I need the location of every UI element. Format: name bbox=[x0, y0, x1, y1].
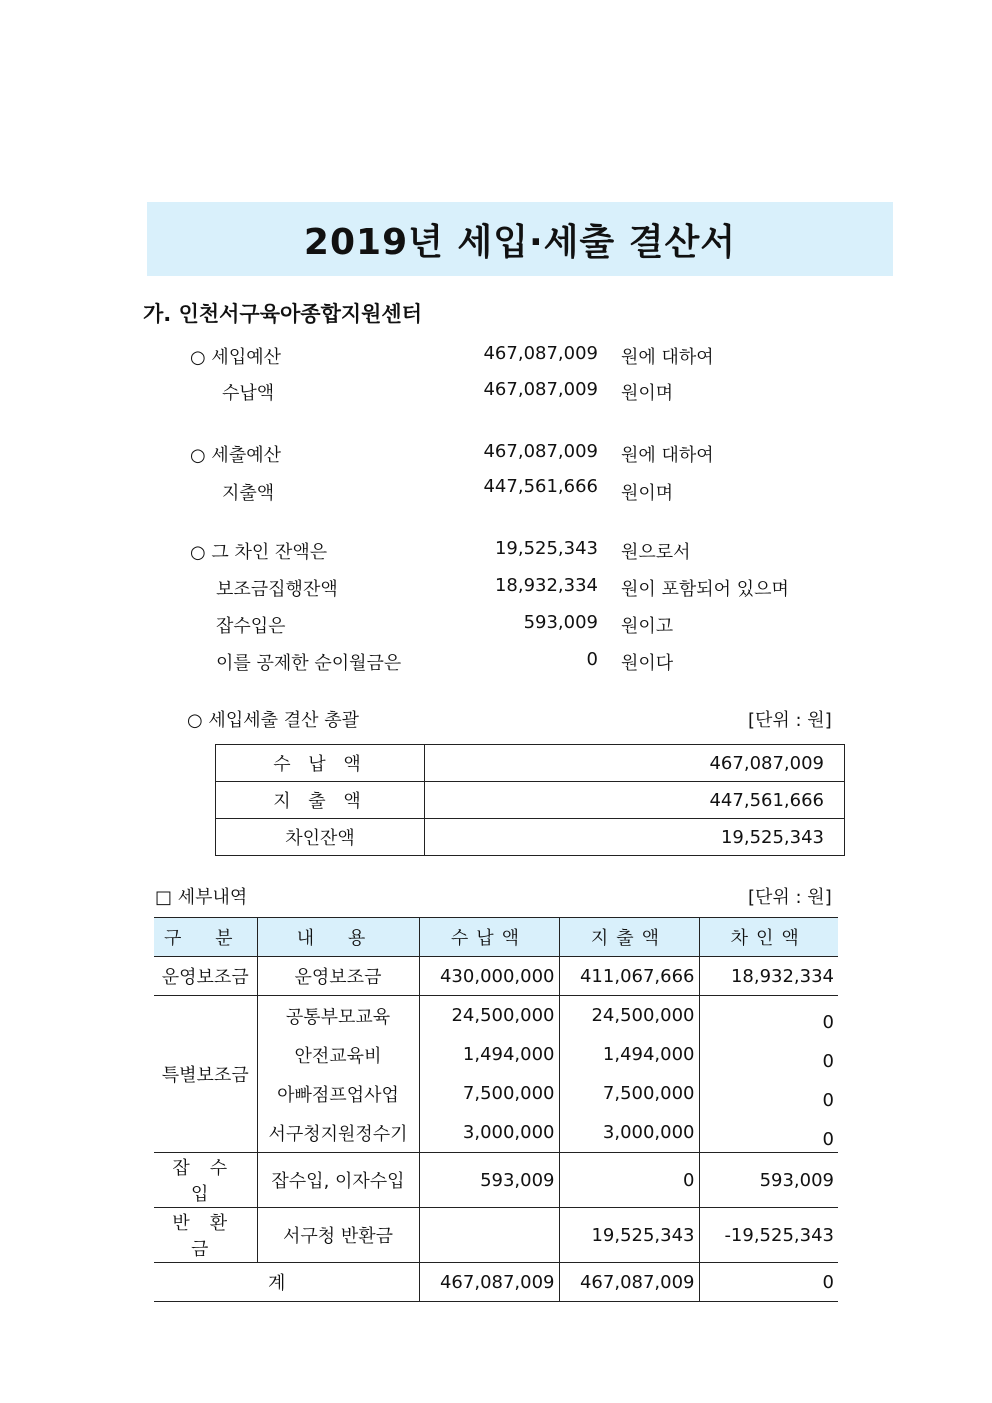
cell-spent: 3,000,000 bbox=[559, 1113, 699, 1153]
cell-received: 1,494,000 bbox=[419, 1035, 559, 1074]
line-label: 보조금집행잔액 bbox=[216, 579, 338, 600]
line-unit: 원이고 bbox=[621, 616, 674, 637]
cell-diff: 18,932,334 bbox=[699, 957, 838, 996]
cell-item: 안전교육비 bbox=[257, 1035, 419, 1074]
cell-spent: 24,500,000 bbox=[559, 996, 699, 1036]
header-spent: 지출액 bbox=[559, 918, 699, 957]
total-spent: 467,087,009 bbox=[559, 1263, 699, 1302]
table-row bbox=[154, 957, 838, 996]
summary-value: 447,561,666 bbox=[425, 782, 845, 819]
table-header-row bbox=[154, 918, 838, 957]
line-value: 467,087,009 bbox=[483, 379, 598, 400]
line-value: 467,087,009 bbox=[483, 343, 598, 364]
line-unit: 원이 포함되어 있으며 bbox=[621, 579, 789, 600]
line-value: 447,561,666 bbox=[483, 476, 598, 497]
line-label: 이를 공제한 순이월금은 bbox=[216, 653, 402, 674]
cell-diff: 0 bbox=[699, 1113, 838, 1153]
cell-item: 서구청지원정수기 bbox=[257, 1113, 419, 1153]
cell-received: 24,500,000 bbox=[419, 996, 559, 1036]
cell-diff: 0 bbox=[699, 1035, 838, 1074]
cell-received: 593,009 bbox=[419, 1153, 559, 1208]
summary-value: 19,525,343 bbox=[425, 819, 845, 856]
summary-unit-note: [단위 : 원] bbox=[748, 710, 832, 731]
table-row bbox=[154, 996, 838, 1036]
total-received: 467,087,009 bbox=[419, 1263, 559, 1302]
line-unit: 원에 대하여 bbox=[621, 347, 714, 368]
table-row bbox=[154, 1035, 838, 1074]
summary-value: 467,087,009 bbox=[425, 745, 845, 782]
line-value: 593,009 bbox=[523, 612, 598, 633]
table-row bbox=[154, 1113, 838, 1153]
line-unit: 원이다 bbox=[621, 653, 674, 674]
header-diff: 차인액 bbox=[699, 918, 838, 957]
cell-item: 서구청 반환금 bbox=[257, 1208, 419, 1263]
cell-diff: 593,009 bbox=[699, 1153, 838, 1208]
cell-spent: 1,494,000 bbox=[559, 1035, 699, 1074]
cell-item: 공통부모교육 bbox=[257, 996, 419, 1036]
cell-received bbox=[419, 1208, 559, 1263]
cell-diff: 0 bbox=[699, 996, 838, 1036]
cell-category: 반환금 bbox=[154, 1208, 257, 1263]
total-diff: 0 bbox=[699, 1263, 838, 1302]
table-row bbox=[154, 1153, 838, 1208]
summary-label: 수 납 액 bbox=[216, 745, 425, 782]
table-row bbox=[216, 819, 845, 856]
cell-category: 잡수입 bbox=[154, 1153, 257, 1208]
cell-received: 3,000,000 bbox=[419, 1113, 559, 1153]
detail-heading: □ 세부내역 bbox=[155, 887, 248, 908]
line-unit: 원에 대하여 bbox=[621, 445, 714, 466]
cell-category: 운영보조금 bbox=[154, 957, 257, 996]
summary-table bbox=[215, 744, 845, 856]
line-value: 19,525,343 bbox=[494, 538, 598, 559]
cell-item: 운영보조금 bbox=[257, 957, 419, 996]
line-unit: 원이며 bbox=[621, 383, 674, 404]
line-label: ○ 그 차인 잔액은 bbox=[190, 542, 328, 563]
section-heading: 가. 인천서구육아종합지원센터 bbox=[143, 302, 423, 326]
summary-label: 지 출 액 bbox=[216, 782, 425, 819]
header-received: 수납액 bbox=[419, 918, 559, 957]
line-value: 467,087,009 bbox=[483, 441, 598, 462]
table-row bbox=[216, 782, 845, 819]
cell-category: 특별보조금 bbox=[154, 996, 257, 1153]
table-row bbox=[154, 1208, 838, 1263]
header-category: 구 분 bbox=[154, 918, 257, 957]
line-unit: 원이며 bbox=[621, 483, 674, 504]
line-unit: 원으로서 bbox=[621, 542, 691, 563]
line-label: ○ 세입예산 bbox=[190, 347, 281, 368]
detail-table bbox=[154, 917, 838, 1302]
cell-item: 잡수입, 이자수입 bbox=[257, 1153, 419, 1208]
header-item: 내 용 bbox=[257, 918, 419, 957]
cell-received: 7,500,000 bbox=[419, 1074, 559, 1113]
cell-spent: 19,525,343 bbox=[559, 1208, 699, 1263]
cell-spent: 7,500,000 bbox=[559, 1074, 699, 1113]
summary-heading: ○ 세입세출 결산 총괄 bbox=[187, 710, 359, 731]
line-label: ○ 세출예산 bbox=[190, 445, 281, 466]
cell-item: 아빠점프업사업 bbox=[257, 1074, 419, 1113]
cell-diff: 0 bbox=[699, 1074, 838, 1113]
line-value: 0 bbox=[586, 649, 598, 670]
cell-spent: 411,067,666 bbox=[559, 957, 699, 996]
table-total-row bbox=[154, 1263, 838, 1302]
title-banner bbox=[147, 202, 893, 276]
line-value: 18,932,334 bbox=[494, 575, 598, 596]
line-label: 지출액 bbox=[222, 483, 275, 504]
summary-label: 차인잔액 bbox=[216, 819, 425, 856]
cell-diff: -19,525,343 bbox=[699, 1208, 838, 1263]
document-title: 2019년 세입·세출 결산서 bbox=[303, 221, 737, 263]
total-label: 계 bbox=[154, 1263, 419, 1302]
table-row bbox=[154, 1074, 838, 1113]
cell-received: 430,000,000 bbox=[419, 957, 559, 996]
line-label: 잡수입은 bbox=[216, 616, 286, 637]
detail-unit-note: [단위 : 원] bbox=[748, 887, 832, 908]
cell-spent: 0 bbox=[559, 1153, 699, 1208]
line-label: 수납액 bbox=[222, 383, 275, 404]
table-row bbox=[216, 745, 845, 782]
